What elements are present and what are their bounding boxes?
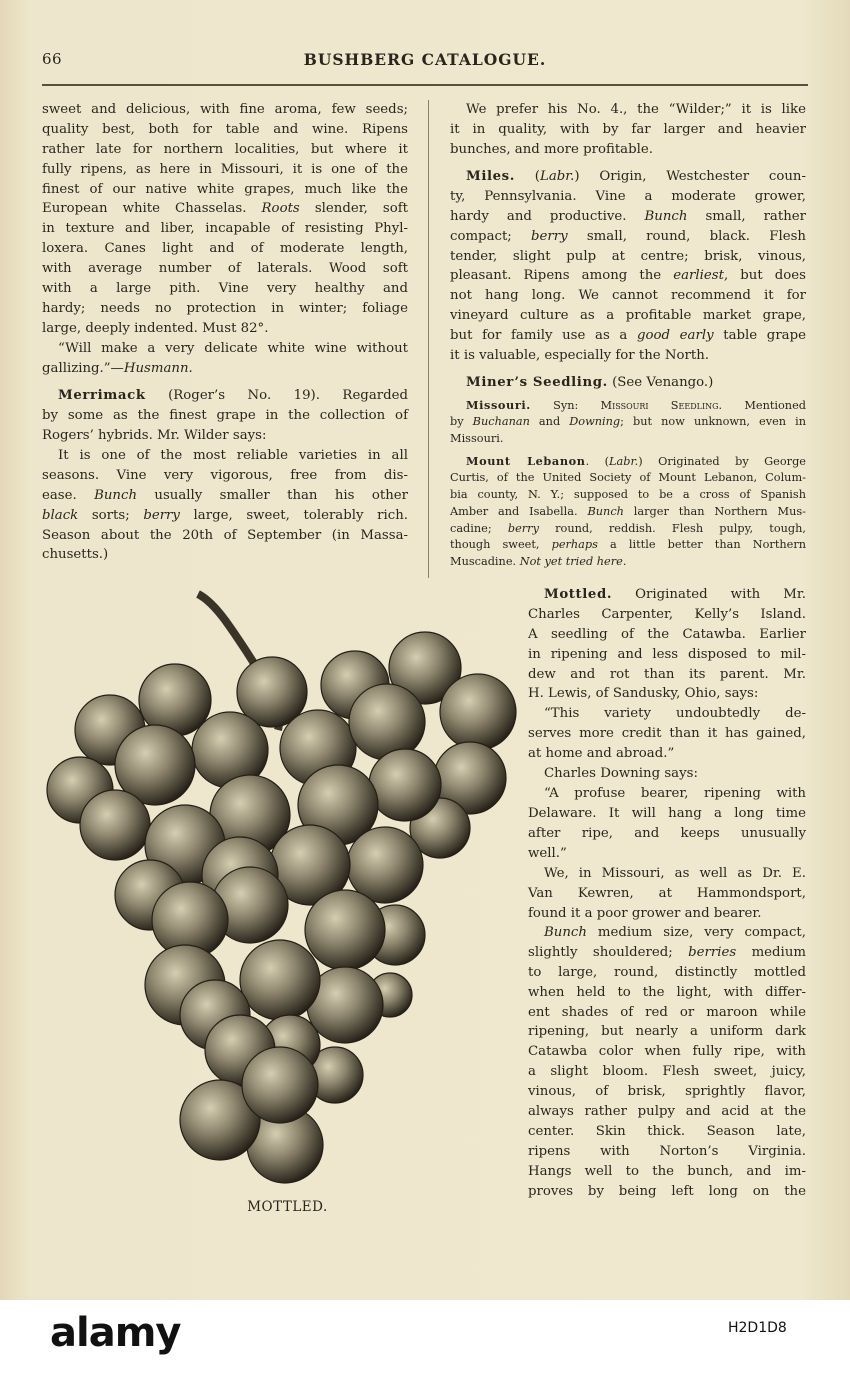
text-line bbox=[528, 764, 806, 784]
text-run: “This variety undoubtedly de- bbox=[544, 706, 806, 721]
italic-text: Husmann. bbox=[123, 360, 193, 376]
text-run: usually smaller than his other bbox=[137, 487, 409, 503]
text-run: proves by being left long on the bbox=[528, 1183, 806, 1199]
grape-berry bbox=[440, 674, 516, 750]
text-line bbox=[450, 487, 806, 504]
text-run: . ( bbox=[585, 455, 610, 468]
text-run: sweet and delicious, with fine aroma, few seeds; bbox=[42, 102, 408, 117]
grape-berry bbox=[305, 890, 385, 970]
text-line bbox=[528, 943, 806, 963]
text-line bbox=[528, 963, 806, 983]
text-run: quality best, both for table and wine. Ripens bbox=[42, 121, 408, 137]
entry-heading: Miles. bbox=[466, 169, 515, 184]
text-line bbox=[528, 684, 806, 704]
italic-text: Downing bbox=[569, 414, 621, 428]
paragraph-missouri-experience bbox=[528, 864, 806, 924]
text-run: ty, Pennsylvania. Vine a moderate grower, bbox=[450, 188, 806, 204]
text-run: Syn: bbox=[530, 399, 601, 412]
text-line bbox=[42, 466, 408, 486]
text-line bbox=[528, 983, 806, 1003]
text-line bbox=[528, 784, 806, 804]
text-line bbox=[528, 884, 806, 904]
text-line bbox=[528, 1102, 806, 1122]
text-run: fully ripens, as here in Missouri, it is one of the bbox=[42, 161, 408, 177]
text-run: found it a poor grower and bearer. bbox=[528, 905, 762, 921]
text-line bbox=[528, 645, 806, 665]
text-line bbox=[528, 1082, 806, 1102]
text-run: Muscadine. bbox=[450, 555, 520, 569]
text-run: small, round, black. Flesh bbox=[567, 228, 806, 244]
text-run: Season about the 20th of September (in Massa- bbox=[42, 527, 408, 543]
text-line bbox=[450, 414, 806, 431]
italic-text: Bunch bbox=[94, 487, 138, 503]
text-line bbox=[450, 187, 806, 207]
entry-heading: Merrimack bbox=[58, 388, 146, 403]
quote-downing bbox=[528, 784, 806, 864]
text-line bbox=[450, 247, 806, 267]
text-run: pleasant. Ripens among the bbox=[450, 268, 674, 284]
text-run: larger than Northern Mus- bbox=[623, 504, 807, 518]
entry-heading: Missouri. bbox=[466, 398, 531, 412]
text-line bbox=[42, 239, 408, 259]
italic-text: black bbox=[42, 507, 79, 523]
text-run: at home and abroad.” bbox=[528, 745, 675, 761]
grape-berry bbox=[349, 684, 425, 760]
text-line bbox=[528, 1182, 806, 1202]
text-run: in texture and liber, incapable of resisting Phyl- bbox=[42, 221, 408, 237]
text-run: Amber and Isabella. bbox=[450, 504, 588, 518]
text-run: compact; bbox=[450, 228, 531, 244]
text-run: Curtis, of the United Society of Mount Lebanon, Colum- bbox=[450, 470, 806, 484]
text-run: by bbox=[450, 414, 473, 428]
text-run: to large, round, distinctly mottled bbox=[528, 964, 806, 980]
text-line bbox=[450, 554, 806, 571]
text-line bbox=[450, 537, 806, 554]
text-run: serves more credit than it has gained, bbox=[528, 725, 806, 741]
text-run: H. Lewis, of Sandusky, Ohio, says: bbox=[528, 686, 759, 702]
header-rule bbox=[42, 84, 808, 86]
text-line bbox=[42, 339, 408, 359]
text-run: vinous, of brisk, sprightly flavor, bbox=[528, 1084, 806, 1100]
text-run: and bbox=[529, 414, 570, 428]
text-run: We prefer his No. 4., the “Wilder;” it is like bbox=[466, 102, 806, 117]
text-line bbox=[450, 227, 806, 247]
text-line bbox=[528, 864, 806, 884]
quote-wilder bbox=[42, 446, 408, 565]
text-line bbox=[528, 585, 806, 605]
text-line bbox=[42, 199, 408, 219]
text-line bbox=[528, 625, 806, 645]
italic-text: berry bbox=[531, 228, 568, 244]
text-line bbox=[42, 160, 408, 180]
text-line bbox=[42, 180, 408, 200]
text-run: loxera. Canes light and of moderate length, bbox=[42, 241, 408, 257]
italic-text: Bunch bbox=[544, 925, 587, 940]
text-run: . Mentioned bbox=[718, 399, 807, 412]
italic-text: berry bbox=[143, 507, 180, 523]
text-run: Charles Carpenter, Kelly’s Island. bbox=[528, 606, 806, 622]
italic-text: Not yet tried here. bbox=[519, 555, 627, 569]
text-line bbox=[528, 704, 806, 724]
text-run: Hangs well to the bunch, and im- bbox=[528, 1163, 806, 1179]
text-line bbox=[42, 279, 408, 299]
text-line bbox=[528, 1022, 806, 1042]
text-run: Catawba color when fully ripe, with bbox=[528, 1044, 806, 1060]
text-run: We, in Missouri, as well as Dr. E. bbox=[544, 866, 806, 881]
text-line bbox=[450, 120, 806, 140]
running-head: BUSHBERG CATALOGUE. bbox=[303, 50, 547, 69]
text-run: when held to the light, with differ- bbox=[528, 984, 806, 1000]
text-run: It is one of the most reliable varieties in all bbox=[58, 448, 408, 463]
entry-merrimack bbox=[42, 386, 408, 446]
text-run: ent shades of red or maroon while bbox=[528, 1004, 806, 1020]
text-line bbox=[450, 306, 806, 326]
paragraph-mottled-description bbox=[528, 923, 806, 1201]
text-line bbox=[528, 724, 806, 744]
column-divider bbox=[428, 100, 429, 578]
grape-bunch-engraving bbox=[0, 580, 530, 1195]
text-run: hardy and productive. bbox=[450, 208, 645, 224]
text-line bbox=[42, 299, 408, 319]
text-line bbox=[42, 319, 408, 339]
italic-text: Bunch bbox=[587, 504, 624, 518]
italic-text: Bunch bbox=[644, 208, 688, 224]
text-line bbox=[450, 326, 806, 346]
small-caps-text: Missouri Seedling bbox=[600, 399, 719, 412]
text-run: (See Venango.) bbox=[607, 375, 714, 390]
text-line bbox=[528, 665, 806, 685]
text-line bbox=[450, 521, 806, 538]
italic-text: berry bbox=[507, 521, 539, 535]
text-line bbox=[528, 804, 806, 824]
entry-heading: Miner’s Seedling. bbox=[466, 375, 608, 390]
text-run: bunches, and more profitable. bbox=[450, 141, 653, 157]
text-run: slender, soft bbox=[299, 201, 408, 217]
text-run: sorts; bbox=[78, 507, 144, 523]
text-run: medium size, very compact, bbox=[586, 925, 806, 940]
text-run: chusetts.) bbox=[42, 547, 109, 563]
text-run: bia county, N. Y.; supposed to be a cross of Spanish bbox=[450, 487, 806, 501]
grape-berry bbox=[347, 827, 423, 903]
text-run: “A profuse bearer, ripening with bbox=[544, 786, 806, 801]
text-run: it in quality, with by far larger and heavier bbox=[450, 121, 806, 137]
text-run: a little better than Northern bbox=[597, 538, 806, 552]
text-line bbox=[528, 605, 806, 625]
entry-heading: Mottled. bbox=[544, 587, 613, 602]
text-line bbox=[42, 526, 408, 546]
italic-text: earliest bbox=[673, 268, 724, 284]
attribution-downing bbox=[528, 764, 806, 784]
text-run: Originated with Mr. bbox=[612, 587, 806, 602]
text-run: ( bbox=[515, 169, 540, 184]
text-line bbox=[450, 470, 806, 487]
text-line bbox=[450, 453, 806, 470]
text-line bbox=[42, 120, 408, 140]
grape-berry bbox=[242, 1047, 318, 1123]
text-run: a slight bloom. Flesh sweet, juicy, bbox=[528, 1064, 806, 1080]
text-line bbox=[450, 373, 806, 393]
text-line bbox=[42, 219, 408, 239]
text-line bbox=[42, 259, 408, 279]
text-run: ripens with Norton’s Virginia. bbox=[528, 1143, 806, 1159]
text-run: always rather pulpy and acid at the bbox=[528, 1104, 806, 1120]
text-line bbox=[450, 504, 806, 521]
berries bbox=[47, 632, 516, 1183]
text-line bbox=[528, 824, 806, 844]
text-run: Rogers’ hybrids. Mr. Wilder says: bbox=[42, 427, 267, 443]
text-line bbox=[42, 406, 408, 426]
text-run: table grape bbox=[713, 328, 806, 344]
text-run: Van Kewren, at Hammondsport, bbox=[528, 885, 806, 901]
text-run: Charles Downing says: bbox=[544, 766, 698, 781]
italic-text: Buchanan bbox=[472, 414, 530, 428]
grape-berry bbox=[240, 940, 320, 1020]
text-run: ; but now unknown, even in bbox=[620, 414, 806, 428]
text-line bbox=[450, 266, 806, 286]
text-run: finest of our native white grapes, much like the bbox=[42, 181, 408, 197]
text-run: with a large pith. Vine very healthy and bbox=[42, 281, 408, 297]
text-line bbox=[42, 100, 408, 120]
text-line bbox=[42, 140, 408, 160]
image-id: H2D1D8 bbox=[728, 1320, 787, 1336]
text-line bbox=[450, 397, 806, 414]
text-line bbox=[42, 545, 408, 565]
text-run: tender, slight pulp at centre; brisk, vinous, bbox=[450, 248, 806, 264]
entry-mount-lebanon bbox=[450, 453, 806, 571]
text-line bbox=[42, 506, 408, 526]
text-run: it is valuable, especially for the North. bbox=[450, 348, 709, 364]
text-run: cadine; bbox=[450, 521, 508, 535]
text-line bbox=[42, 359, 408, 379]
quote-husmann bbox=[42, 339, 408, 379]
italic-text: Labr. bbox=[539, 169, 575, 184]
text-run: Missouri. bbox=[450, 431, 504, 445]
text-line bbox=[528, 844, 806, 864]
text-line bbox=[42, 426, 408, 446]
text-run: (Roger’s No. 19). Regarded bbox=[145, 388, 408, 403]
entry-missouri bbox=[450, 397, 806, 448]
text-run: A seedling of the Catawba. Earlier bbox=[528, 626, 806, 642]
text-line bbox=[450, 100, 806, 120]
text-line bbox=[528, 1042, 806, 1062]
text-line bbox=[528, 744, 806, 764]
text-run: in ripening and less disposed to mil- bbox=[528, 646, 806, 662]
text-run: gallizing.”— bbox=[42, 360, 124, 376]
text-line bbox=[528, 1162, 806, 1182]
text-run: ) Originated by George bbox=[638, 455, 806, 468]
page-number: 66 bbox=[42, 50, 63, 68]
text-run: ease. bbox=[42, 487, 95, 503]
grape-berry bbox=[80, 790, 150, 860]
text-line bbox=[528, 1122, 806, 1142]
text-line bbox=[528, 1142, 806, 1162]
text-run: not hang long. We cannot recommend it for bbox=[450, 288, 806, 304]
italic-text: perhaps bbox=[551, 538, 598, 552]
text-line bbox=[450, 286, 806, 306]
text-run: small, rather bbox=[687, 208, 806, 224]
entry-heading: Mount Lebanon bbox=[466, 454, 586, 468]
text-line bbox=[528, 1062, 806, 1082]
italic-text: good early bbox=[637, 328, 714, 344]
italic-text: berries bbox=[688, 944, 737, 960]
entry-miles bbox=[450, 167, 806, 366]
text-run: vineyard culture as a profitable market grape, bbox=[450, 308, 806, 324]
text-run: large, deeply indented. Must 82°. bbox=[42, 320, 269, 336]
text-run: after ripe, and keeps unusually bbox=[528, 825, 806, 841]
text-run: ripening, but nearly a uniform dark bbox=[528, 1024, 806, 1040]
quote-lewis bbox=[528, 704, 806, 764]
italic-text: Roots bbox=[261, 201, 300, 217]
paragraph-wilder-preference bbox=[450, 100, 806, 160]
text-line bbox=[42, 486, 408, 506]
alamy-logo: alamy bbox=[50, 1310, 181, 1356]
text-run: but for family use as a bbox=[450, 328, 637, 344]
text-run: rather late for northern localities, but where it bbox=[42, 141, 408, 157]
text-line bbox=[528, 923, 806, 943]
text-line bbox=[450, 207, 806, 227]
entry-miners-seedling bbox=[450, 373, 806, 393]
text-run: hardy; needs no protection in winter; foliage bbox=[42, 300, 408, 316]
figure-caption: MOTTLED. bbox=[247, 1199, 328, 1215]
text-run: with average number of laterals. Wood soft bbox=[42, 261, 408, 277]
text-run: seasons. Vine very vigorous, free from dis- bbox=[42, 467, 408, 483]
text-line bbox=[450, 346, 806, 366]
text-run: slightly shouldered; bbox=[528, 944, 689, 960]
text-run: round, reddish. Flesh pulpy, tough, bbox=[538, 521, 807, 535]
entry-mottled bbox=[528, 585, 806, 704]
text-line bbox=[450, 431, 806, 448]
text-run: large, sweet, tolerably rich. bbox=[179, 507, 408, 523]
text-run: European white Chasselas. bbox=[42, 201, 262, 217]
text-run: “Will make a very delicate white wine without bbox=[58, 341, 408, 356]
text-run: though sweet, bbox=[450, 538, 552, 552]
italic-text: Labr. bbox=[609, 455, 639, 468]
text-run: medium bbox=[736, 944, 806, 960]
text-run: by some as the finest grape in the collection of bbox=[42, 407, 408, 423]
text-line bbox=[450, 140, 806, 160]
grape-berry bbox=[369, 749, 441, 821]
text-line bbox=[42, 386, 408, 406]
text-run: dew and rot than its parent. Mr. bbox=[528, 666, 806, 682]
watermark-footer bbox=[0, 1300, 850, 1390]
text-line bbox=[528, 1003, 806, 1023]
text-line bbox=[528, 904, 806, 924]
text-run: , but does bbox=[723, 268, 806, 284]
text-line bbox=[42, 446, 408, 466]
text-run: ) Origin, Westchester coun- bbox=[574, 169, 806, 184]
text-run: well.” bbox=[528, 845, 567, 861]
text-run: center. Skin thick. Season late, bbox=[528, 1123, 806, 1139]
paragraph-lateral-description bbox=[42, 100, 408, 339]
text-line bbox=[450, 167, 806, 187]
text-run: Delaware. It will hang a long time bbox=[528, 805, 806, 821]
